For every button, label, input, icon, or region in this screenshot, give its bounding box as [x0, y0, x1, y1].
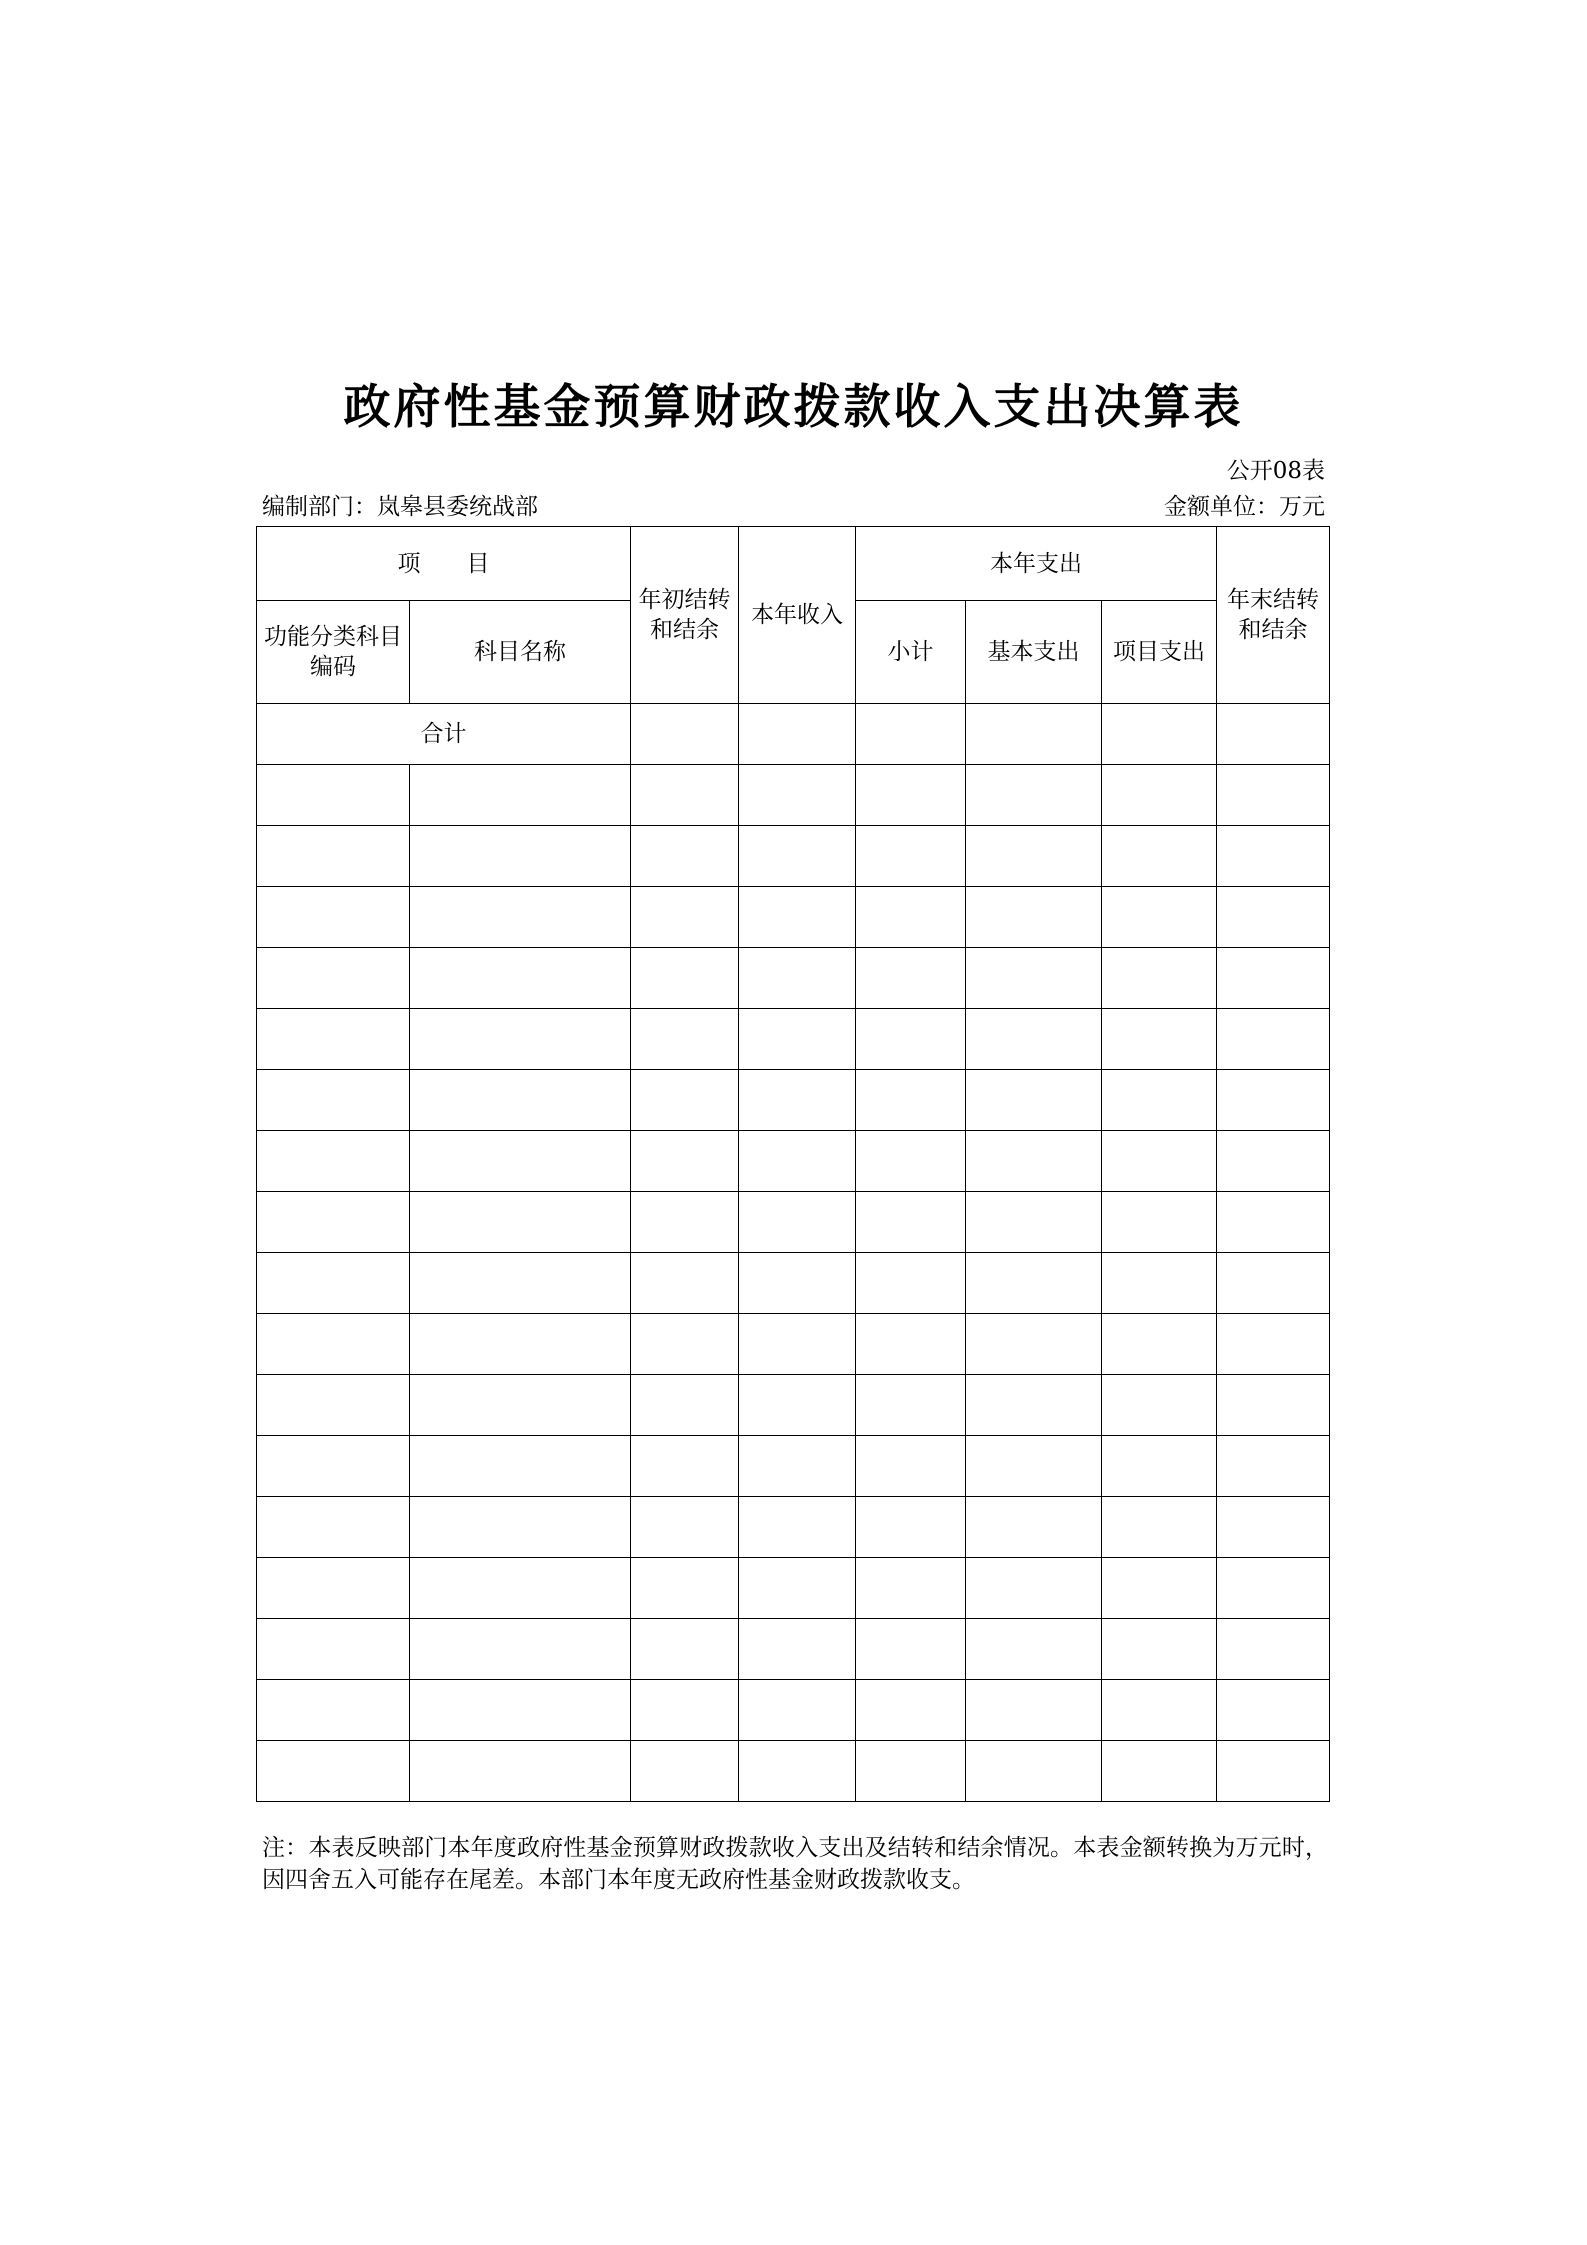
page-title: 政府性基金预算财政拨款收入支出决算表 [343, 380, 1244, 435]
table-cell [1102, 765, 1217, 826]
table-cell [257, 887, 410, 948]
table-cell [631, 1314, 739, 1375]
header-end-balance: 年末结转和结余 [1217, 527, 1330, 704]
table-cell [1102, 1131, 1217, 1192]
table-row [257, 1497, 1330, 1558]
table-cell [410, 1497, 631, 1558]
header-subtotal: 小计 [856, 601, 966, 704]
table-cell [1102, 1314, 1217, 1375]
table-cell [1102, 1680, 1217, 1741]
table-cell [1102, 1497, 1217, 1558]
total-row [257, 704, 1330, 765]
table-row [257, 1436, 1330, 1497]
table-cell [410, 1131, 631, 1192]
table-cell [966, 1253, 1102, 1314]
table-cell [410, 826, 631, 887]
total-label: 合计 [257, 704, 631, 765]
table-cell [410, 1375, 631, 1436]
table-cell [966, 765, 1102, 826]
table-cell [856, 1009, 966, 1070]
table-cell [631, 765, 739, 826]
table-cell [856, 1070, 966, 1131]
table-cell [631, 1253, 739, 1314]
form-number: 公开08表 [1226, 458, 1325, 484]
table-row [257, 1619, 1330, 1680]
table-cell [257, 1436, 410, 1497]
table-cell [739, 1741, 856, 1802]
total-cell [966, 704, 1102, 765]
table-cell [257, 1558, 410, 1619]
header-expense: 本年支出 [856, 527, 1217, 601]
table-cell [631, 1436, 739, 1497]
total-cell [739, 704, 856, 765]
table-cell [739, 826, 856, 887]
table-cell [410, 1436, 631, 1497]
table-cell [966, 1497, 1102, 1558]
table-row [257, 1131, 1330, 1192]
table-cell [739, 1192, 856, 1253]
table-cell [631, 1680, 739, 1741]
table-cell [1102, 948, 1217, 1009]
table-cell [410, 1253, 631, 1314]
table-cell [257, 1131, 410, 1192]
header-income: 本年收入 [739, 527, 856, 704]
table-cell [631, 1009, 739, 1070]
table-cell [856, 765, 966, 826]
table-row [257, 1009, 1330, 1070]
amount-unit-label: 金额单位：万元 [1164, 494, 1325, 520]
table-cell [257, 1497, 410, 1558]
table-cell [856, 1314, 966, 1375]
table-cell [856, 826, 966, 887]
table-cell [1217, 1131, 1330, 1192]
table-cell [739, 1375, 856, 1436]
table-cell [410, 1070, 631, 1131]
table-cell [410, 765, 631, 826]
table-cell [1217, 1497, 1330, 1558]
table-cell [410, 1741, 631, 1802]
table-cell [966, 1192, 1102, 1253]
header-func-code: 功能分类科目编码 [257, 601, 410, 704]
table-cell [1217, 1070, 1330, 1131]
table-row [257, 1314, 1330, 1375]
table-cell [966, 1741, 1102, 1802]
table-row [257, 765, 1330, 826]
table-cell [739, 887, 856, 948]
table-cell [1217, 826, 1330, 887]
table-cell [257, 1253, 410, 1314]
table-cell [966, 1436, 1102, 1497]
total-cell [1217, 704, 1330, 765]
table-cell [739, 1497, 856, 1558]
table-cell [410, 1192, 631, 1253]
table-cell [410, 1619, 631, 1680]
table-cell [1217, 1619, 1330, 1680]
table-cell [631, 948, 739, 1009]
header-item: 项 目 [257, 527, 631, 601]
table-cell [966, 1070, 1102, 1131]
table-cell [631, 1070, 739, 1131]
table-row [257, 948, 1330, 1009]
table-cell [966, 1558, 1102, 1619]
table-cell [966, 948, 1102, 1009]
table-cell [966, 826, 1102, 887]
table-cell [631, 1497, 739, 1558]
table-cell [739, 1558, 856, 1619]
table-cell [1102, 1253, 1217, 1314]
table-cell [1102, 887, 1217, 948]
table-cell [257, 1619, 410, 1680]
total-cell [856, 704, 966, 765]
total-cell [1102, 704, 1217, 765]
table-cell [739, 1070, 856, 1131]
table-cell [856, 1253, 966, 1314]
table-cell [257, 765, 410, 826]
table-cell [856, 1497, 966, 1558]
table-cell [966, 1619, 1102, 1680]
table-row [257, 1253, 1330, 1314]
header-begin-balance: 年初结转和结余 [631, 527, 739, 704]
table-cell [1102, 826, 1217, 887]
table-cell [856, 1436, 966, 1497]
table-cell [257, 1741, 410, 1802]
table-row [257, 1680, 1330, 1741]
header-basic: 基本支出 [966, 601, 1102, 704]
table-cell [856, 1131, 966, 1192]
table-cell [1102, 1558, 1217, 1619]
table-cell [257, 1375, 410, 1436]
table-cell [1102, 1741, 1217, 1802]
table-cell [257, 826, 410, 887]
table-cell [1217, 1741, 1330, 1802]
table-cell [410, 1009, 631, 1070]
table-cell [739, 1131, 856, 1192]
table-cell [410, 1314, 631, 1375]
table-cell [1217, 1375, 1330, 1436]
table-cell [257, 1314, 410, 1375]
table-cell [631, 826, 739, 887]
table-cell [966, 887, 1102, 948]
table-cell [1217, 1558, 1330, 1619]
table-cell [856, 887, 966, 948]
table-cell [856, 1558, 966, 1619]
department-label: 编制部门：岚皋县委统战部 [262, 494, 538, 520]
table-cell [966, 1009, 1102, 1070]
table-cell [739, 948, 856, 1009]
table-cell [257, 1192, 410, 1253]
table-cell [856, 1375, 966, 1436]
table-cell [631, 1131, 739, 1192]
table-cell [410, 1558, 631, 1619]
table-cell [739, 1436, 856, 1497]
table-cell [1102, 1375, 1217, 1436]
table-cell [856, 1619, 966, 1680]
table-row [257, 1558, 1330, 1619]
table-cell [1217, 1009, 1330, 1070]
table-cell [631, 1375, 739, 1436]
table-cell [856, 948, 966, 1009]
table-cell [631, 1192, 739, 1253]
table-row [257, 1070, 1330, 1131]
footnote: 注：本表反映部门本年度政府性基金预算财政拨款收入支出及结转和结余情况。本表金额转换为万元时，因四舍五入可能存在尾差。本部门本年度无政府性基金财政拨款收支。 [262, 1835, 1328, 1893]
table-cell [1102, 1619, 1217, 1680]
table-cell [631, 1619, 739, 1680]
table-cell [1217, 765, 1330, 826]
table-cell [739, 1680, 856, 1741]
table-cell [966, 1680, 1102, 1741]
table-cell [410, 948, 631, 1009]
table-cell [1102, 1070, 1217, 1131]
table-cell [739, 765, 856, 826]
table-cell [1217, 1436, 1330, 1497]
table-cell [257, 1009, 410, 1070]
table-cell [1217, 1680, 1330, 1741]
table-cell [856, 1192, 966, 1253]
table-cell [631, 887, 739, 948]
header-project: 项目支出 [1102, 601, 1217, 704]
table-cell [410, 1680, 631, 1741]
total-cell [631, 704, 739, 765]
table-cell [739, 1619, 856, 1680]
table-cell [1102, 1436, 1217, 1497]
table-cell [966, 1375, 1102, 1436]
table-cell [631, 1558, 739, 1619]
budget-table [256, 526, 1330, 1802]
table-cell [739, 1009, 856, 1070]
table-cell [257, 1680, 410, 1741]
table-row [257, 826, 1330, 887]
table-cell [410, 887, 631, 948]
table-cell [856, 1741, 966, 1802]
table-cell [1217, 1314, 1330, 1375]
table-row [257, 1375, 1330, 1436]
table-row [257, 1741, 1330, 1802]
table-cell [1217, 1253, 1330, 1314]
table-row [257, 887, 1330, 948]
table-cell [856, 1680, 966, 1741]
table-cell [1217, 1192, 1330, 1253]
table-cell [1217, 948, 1330, 1009]
table-cell [257, 1070, 410, 1131]
table-cell [1102, 1192, 1217, 1253]
table-cell [631, 1741, 739, 1802]
table-cell [1217, 887, 1330, 948]
table-cell [739, 1314, 856, 1375]
table-cell [257, 948, 410, 1009]
table-cell [966, 1314, 1102, 1375]
header-subject-name: 科目名称 [410, 601, 631, 704]
table-cell [1102, 1009, 1217, 1070]
table-cell [966, 1131, 1102, 1192]
table-cell [739, 1253, 856, 1314]
table-row [257, 1192, 1330, 1253]
